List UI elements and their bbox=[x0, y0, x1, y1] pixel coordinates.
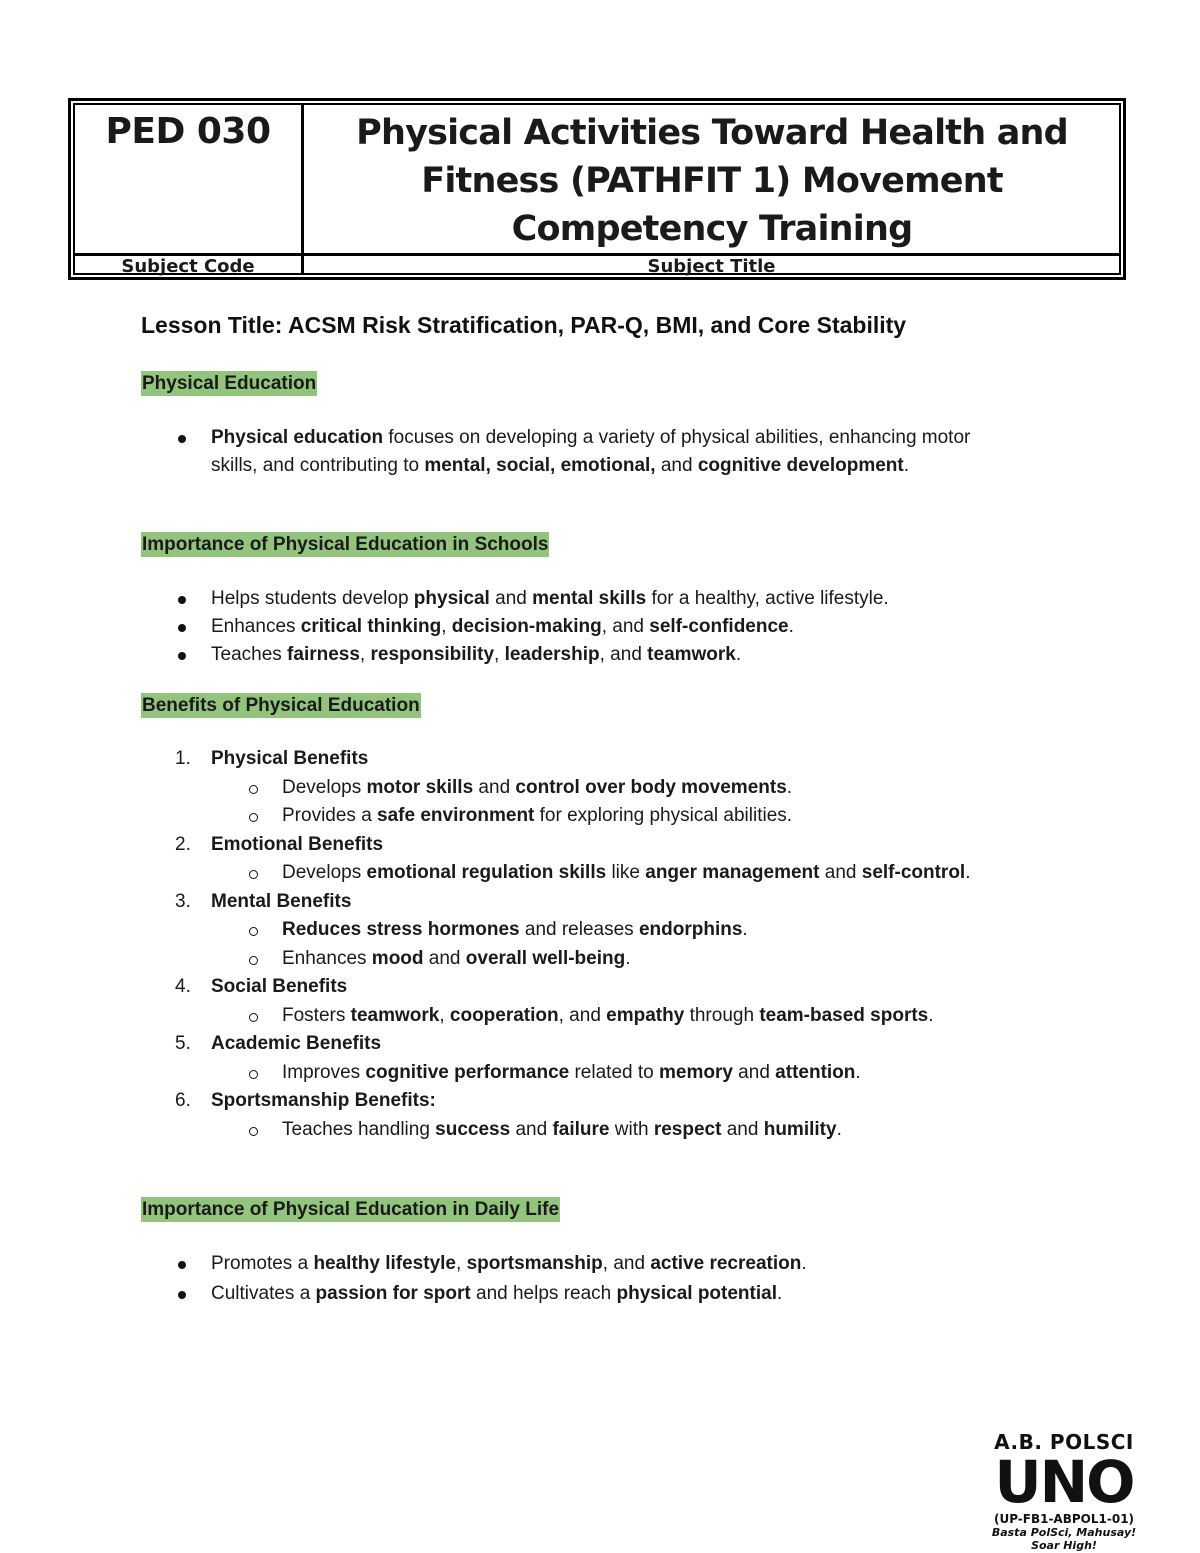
subject-title: Physical Activities Toward Health and Fitness (PATHFIT 1) Movement Competency Training bbox=[356, 113, 1068, 249]
benefits-list bbox=[141, 745, 1061, 1144]
sub-item: Develops emotional regulation skills like anger management and self-control. bbox=[141, 859, 982, 888]
circle-bullet-icon bbox=[249, 1013, 258, 1022]
sub-item: Improves cognitive performance related to memory and attention. bbox=[141, 1059, 1061, 1088]
bullet-icon bbox=[178, 596, 186, 604]
section-heading-importance-schools: Importance of Physical Education in Schools bbox=[142, 534, 549, 555]
subject-title-label: Subject Title bbox=[647, 256, 776, 277]
lesson-title: Lesson Title: ACSM Risk Stratification, PAR-Q, BMI, and Core Stability bbox=[141, 312, 907, 338]
header-inner-border bbox=[73, 103, 1121, 275]
sub-item: Reduces stress hormones and releases endorphins. bbox=[141, 916, 1061, 945]
section-heading-daily-life: Importance of Physical Education in Daily Life bbox=[142, 1199, 560, 1220]
circle-bullet-icon bbox=[249, 813, 258, 822]
circle-bullet-icon bbox=[249, 1127, 258, 1136]
sub-item: Provides a safe environment for exploring physical abilities. bbox=[141, 802, 1061, 831]
logo-wordmark: UNO bbox=[994, 1448, 1134, 1516]
subject-header-table bbox=[68, 98, 1126, 280]
numbered-item: 2. Emotional Benefits bbox=[175, 833, 384, 855]
numbered-item: 3. Mental Benefits bbox=[175, 890, 352, 912]
numbered-item: 1. Physical Benefits bbox=[175, 748, 369, 769]
list-item: Enhances critical thinking, decision-making, and self-confidence. bbox=[141, 613, 1041, 641]
logo-tagline-1: Basta PolSci, Mahusay! bbox=[991, 1526, 1137, 1539]
section-heading-physical-education: Physical Education bbox=[142, 373, 317, 394]
daily-life-list bbox=[141, 1249, 1041, 1309]
sub-item: Fosters teamwork, cooperation, and empathy through team-based sports. bbox=[141, 1002, 1061, 1031]
sub-item: Teaches handling success and failure with respect and humility. bbox=[141, 1116, 1061, 1145]
list-item: Helps students develop physical and mental skills for a healthy, active lifestyle. bbox=[141, 585, 1041, 613]
circle-bullet-icon bbox=[249, 1070, 258, 1079]
logo-code: (UP-FB1-ABPOL1-01) bbox=[993, 1512, 1135, 1526]
subject-code: PED 030 bbox=[105, 111, 271, 152]
list-item: Promotes a healthy lifestyle, sportsmanship, and active recreation. bbox=[141, 1249, 1041, 1279]
ab-polsci-logo bbox=[958, 1430, 1170, 1552]
bullet-icon bbox=[178, 652, 186, 660]
importance-schools-list bbox=[141, 585, 1041, 669]
sub-item: Enhances mood and overall well-being. bbox=[141, 945, 1061, 974]
circle-bullet-icon bbox=[249, 785, 258, 794]
subject-code-label: Subject Code bbox=[121, 256, 255, 277]
bullet-icon bbox=[178, 435, 186, 443]
section-heading-benefits: Benefits of Physical Education bbox=[142, 695, 420, 716]
header-divider-vertical bbox=[301, 105, 304, 273]
bullet-icon bbox=[178, 1291, 186, 1299]
circle-bullet-icon bbox=[249, 956, 258, 965]
circle-bullet-icon bbox=[249, 870, 258, 879]
numbered-item: 4. Social Benefits bbox=[175, 976, 348, 997]
bullet-icon bbox=[178, 624, 186, 632]
sub-item: Develops motor skills and control over body movements. bbox=[141, 774, 1061, 803]
list-item: Physical education focuses on developing a variety of physical abilities, enhancing motor skills, and contributing to mental, social, emotional, and cognitive development. bbox=[141, 424, 1021, 480]
circle-bullet-icon bbox=[249, 927, 258, 936]
numbered-item: 6. Sportsmanship Benefits: bbox=[175, 1090, 436, 1111]
pe-definition-list bbox=[141, 424, 1021, 480]
logo-line-1: A.B. POLSCI bbox=[994, 1430, 1134, 1454]
list-item: Teaches fairness, responsibility, leadership, and teamwork. bbox=[141, 641, 1041, 669]
logo-tagline-2: Soar High! bbox=[1031, 1539, 1097, 1552]
numbered-item: 5. Academic Benefits bbox=[175, 1033, 382, 1054]
bullet-icon bbox=[178, 1261, 186, 1269]
list-item: Cultivates a passion for sport and helps reach physical potential. bbox=[141, 1279, 1041, 1309]
